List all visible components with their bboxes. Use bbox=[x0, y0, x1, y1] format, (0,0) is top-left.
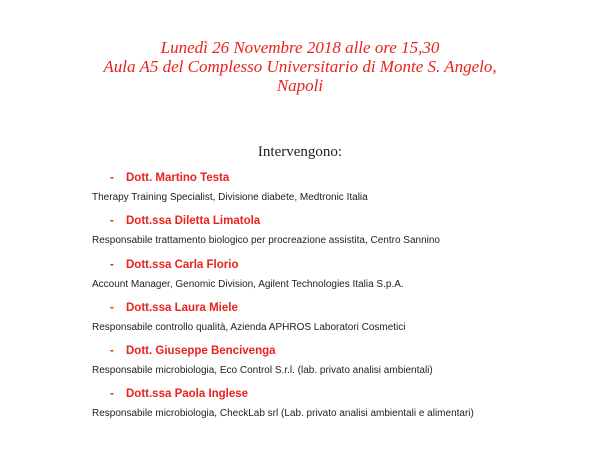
list-dash: - bbox=[110, 215, 114, 227]
speaker-name: Dott.ssa Carla Florio bbox=[126, 259, 239, 271]
list-dash: - bbox=[110, 345, 114, 357]
list-dash: - bbox=[110, 302, 114, 314]
speaker-name-row bbox=[110, 345, 276, 357]
event-date-time: Lunedì 26 Novembre 2018 alle ore 15,30 bbox=[160, 38, 440, 57]
speaker-name-row bbox=[110, 302, 238, 314]
list-dash: - bbox=[110, 388, 114, 400]
speaker-role: Responsabile controllo qualità, Azienda APHROS Laboratori Cosmetici bbox=[92, 322, 406, 333]
speaker-name-row bbox=[110, 259, 238, 271]
speaker-name: Dott. Martino Testa bbox=[126, 172, 230, 184]
speaker-name: Dott.ssa Paola Inglese bbox=[126, 388, 249, 400]
speaker-role: Responsabile trattamento biologico per procreazione assistita, Centro Sannino bbox=[92, 235, 440, 246]
event-city: Napoli bbox=[276, 76, 324, 95]
event-venue: Aula A5 del Complesso Universitario di Monte S. Angelo, bbox=[103, 57, 497, 76]
event-header bbox=[0, 38, 600, 95]
speakers-intro: Intervengono: bbox=[257, 144, 343, 160]
speaker-role: Therapy Training Specialist, Divisione diabete, Medtronic Italia bbox=[92, 192, 368, 203]
speaker-name: Dott.ssa Diletta Limatola bbox=[126, 215, 261, 227]
list-dash: - bbox=[110, 172, 114, 184]
speaker-name-row bbox=[110, 388, 248, 400]
speaker-name: Dott. Giuseppe Bencivenga bbox=[126, 345, 276, 357]
speaker-name-row bbox=[110, 172, 229, 184]
speaker-role: Responsabile microbiologia, CheckLab srl (Lab. privato analisi ambientali e alimentari) bbox=[92, 408, 474, 419]
list-dash: - bbox=[110, 259, 114, 271]
speaker-role: Account Manager, Genomic Division, Agilent Technologies Italia S.p.A. bbox=[92, 279, 404, 290]
speaker-name-row bbox=[110, 215, 260, 227]
speaker-role: Responsabile microbiologia, Eco Control S.r.l. (lab. privato analisi ambientali) bbox=[92, 365, 433, 376]
speaker-name: Dott.ssa Laura Miele bbox=[126, 302, 238, 314]
